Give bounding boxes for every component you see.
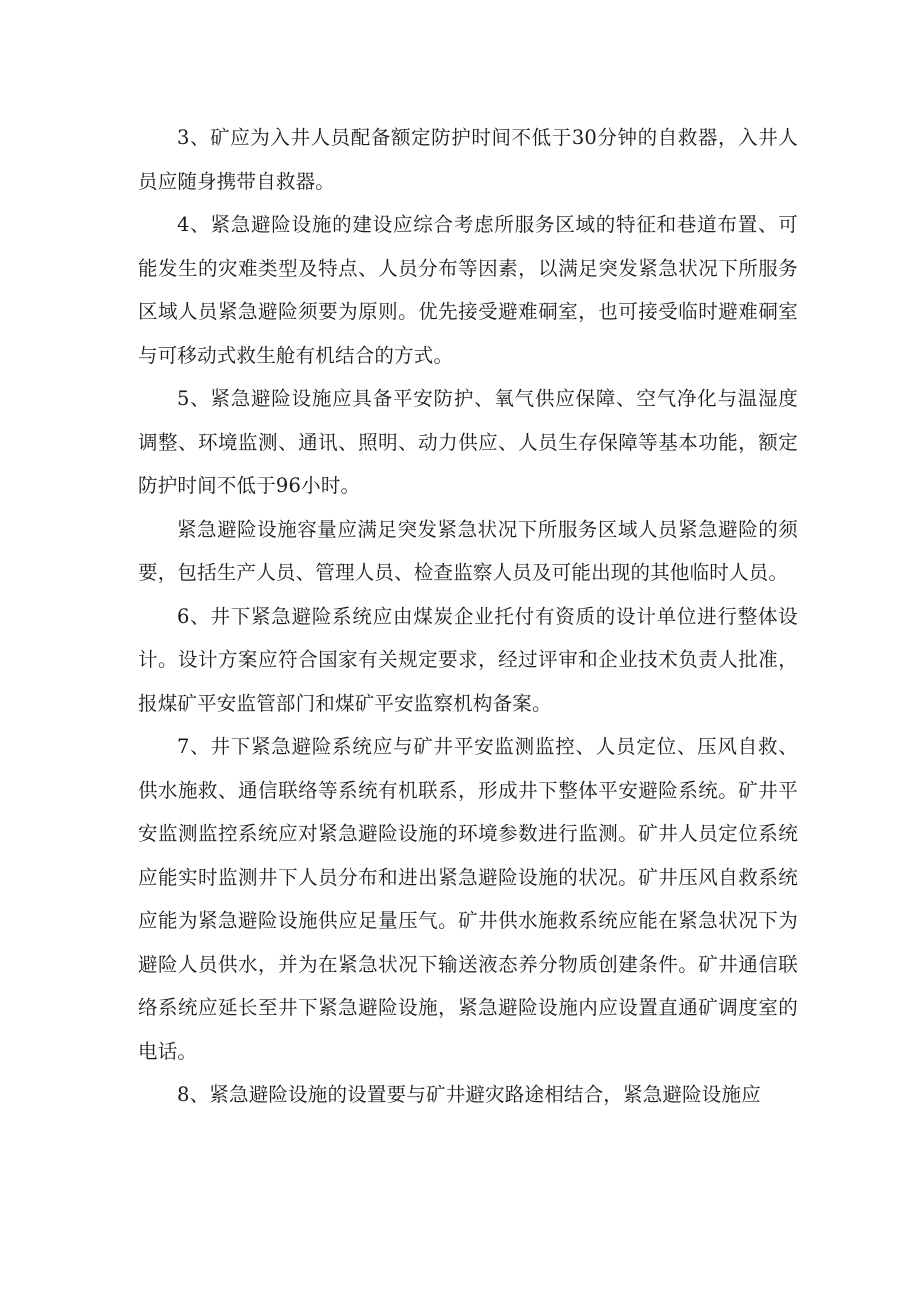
paragraph-item-4: 4、紧急避险设施的建设应综合考虑所服务区域的特征和巷道布置、可能发生的灾难类型及特点、人员分布等因素，以满足突发紧急状况下所服务区域人员紧急避险须要为原则。优先接受避难硐室，也可接受临时避难硐室与可移动式救生舱有机结合的方式。 xyxy=(138,213,798,367)
paragraph-item-5: 5、紧急避险设施应具备平安防护、氧气供应保障、空气净化与温湿度调整、环境监测、通讯、照明、动力供应、人员生存保障等基本功能，额定防护时间不低于96小时。 xyxy=(138,387,798,497)
paragraph-capacity: 紧急避险设施容量应满足突发紧急状况下所服务区域人员紧急避险的须要，包括生产人员、管理人员、检查监察人员及可能出现的其他临时人员。 xyxy=(138,517,798,584)
document-body xyxy=(138,116,798,1117)
paragraph-item-6: 6、井下紧急避险系统应由煤炭企业托付有资质的设计单位进行整体设计。设计方案应符合国家有关规定要求，经过评审和企业技术负责人批准，报煤矿平安监管部门和煤矿平安监察机构备案。 xyxy=(138,604,798,715)
paragraph-item-7: 7、井下紧急避险系统应与矿井平安监测监控、人员定位、压风自救、供水施救、通信联络等系统有机联系，形成井下整体平安避险系统。矿井平安监测监控系统应对紧急避险设施的环境参数进行监测。矿井人员定位系统应能实时监测井下人员分布和进出紧急避险设施的状况。矿井压风自救系统应能为紧急避险设施供应足量压气。矿井供水施救系统应能在紧急状况下为避险人员供水，并为在紧急状况下输送液态养分物质创建条件。矿井通信联络系统应延长至井下紧急避险设施，紧急避险设施内应设置直通矿调度室的电话。 xyxy=(138,735,798,1063)
paragraph-item-3: 3、矿应为入井人员配备额定防护时间不低于30分钟的自救器，入井人员应随身携带自救器。 xyxy=(138,126,798,193)
paragraph-item-8: 8、紧急避险设施的设置要与矿井避灾路途相结合，紧急避险设施应 xyxy=(177,1083,761,1106)
